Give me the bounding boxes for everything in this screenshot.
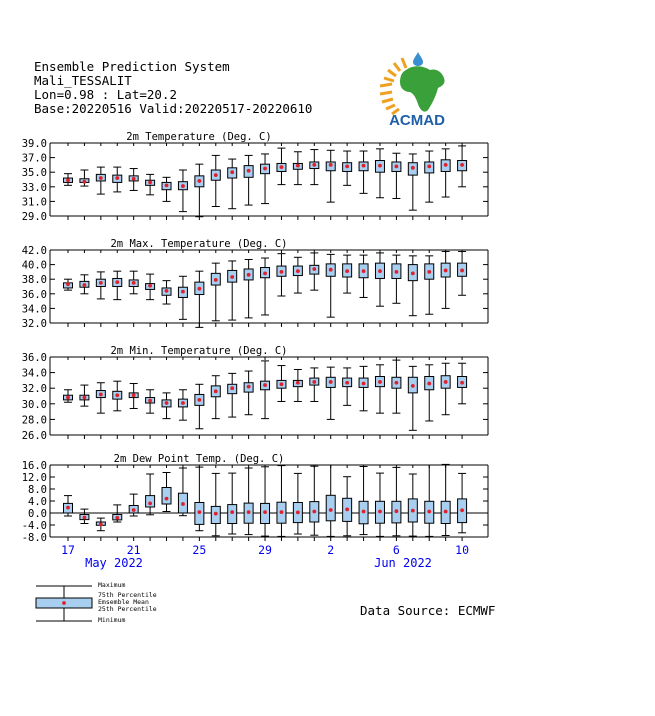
panel2-ytick-label: 32.0 [21,318,47,330]
legend-minimum: Minimum [98,616,126,624]
panel1-mean-dot [132,177,136,181]
panel4-mean-dot [197,510,201,514]
panel1-mean-dot [83,180,87,184]
panel2-mean-dot [181,290,185,294]
panel3-ytick-label: 30.0 [21,398,47,411]
x-tick-label: 2 [327,543,335,557]
panel4-mean-dot [362,510,366,514]
panel4-mean-dot [99,523,103,527]
panel1-ytick-label: 35.0 [21,167,47,180]
panel4-mean-dot [148,502,152,506]
panel4-mean-dot [280,510,284,514]
panel1-title: 2m Temperature (Deg. C) [126,131,272,143]
panel1-ytick-label: 33.0 [21,181,47,194]
panel1-ytick-label: 39.0 [21,138,47,150]
panel3-mean-dot [329,380,333,384]
panel1-mean-dot [411,166,415,170]
panel2-mean-dot [197,287,201,291]
panel2-mean-dot [247,273,251,277]
panel1-mean-dot [296,164,300,168]
panel1-mean-dot [181,184,185,188]
panel2-mean-dot [460,269,464,273]
panel2-mean-dot [99,281,103,285]
panel2-ytick-label: 34.0 [21,303,47,316]
panel2-mean-dot [444,269,448,273]
panel4-mean-dot [83,516,87,520]
panel3-mean-dot [280,382,284,386]
panel1-mean-dot [345,164,349,168]
panel3-mean-dot [395,381,399,385]
panel4-mean-dot [378,510,382,514]
panel4-box [162,488,171,505]
panel4-mean-dot [214,512,218,516]
panel3-mean-dot [115,393,119,397]
panel2-ytick-label: 42.0 [21,245,47,257]
month-label-may: May 2022 [85,556,143,570]
panel1-mean-dot [115,176,119,180]
panel1-mean-dot [312,163,316,167]
panel1-mean-dot [263,167,267,171]
panel4-mean-dot [247,510,251,514]
panel4-mean-dot [312,510,316,514]
panel2-mean-dot [66,282,70,286]
panel2-mean-dot [395,270,399,274]
panel4-mean-dot [165,497,169,501]
panel4-ytick-label: 0.0 [28,508,47,520]
panel4-mean-dot [460,508,464,512]
panel3-mean-dot [460,381,464,385]
panel3-mean-dot [444,380,448,384]
panel1-mean-dot [329,163,333,167]
panel2-mean-dot [378,269,382,273]
panel3-mean-dot [345,381,349,385]
panel4-mean-dot [230,510,234,514]
panel3-mean-dot [230,386,234,390]
x-tick-label: 17 [61,543,75,557]
legend-p25: 25th Percentile [98,605,157,613]
panel3-mean-dot [148,399,152,403]
panel3-mean-dot [99,393,103,397]
panel1-mean-dot [230,170,234,174]
panel3-ytick-label: 36.0 [21,352,47,364]
panel3-mean-dot [197,398,201,402]
panel1-mean-dot [427,164,431,168]
panel3-title: 2m Min. Temperature (Deg. C) [110,345,288,357]
panel4-mean-dot [115,516,119,520]
panel4-ytick-label: -8.0 [21,532,47,544]
panel2-mean-dot [148,284,152,288]
panel3-mean-dot [296,381,300,385]
panel2-mean-dot [427,270,431,274]
station-name: Mali_TESSALIT [34,73,132,88]
logo-text: ACMAD [389,112,445,128]
panel4-ytick-label: 4.0 [28,496,47,508]
panel1-mean-dot [362,164,366,168]
panel2-mean-dot [411,271,415,275]
x-tick-label: 25 [192,543,207,557]
panel4-box [228,505,237,524]
panel1-mean-dot [214,173,218,177]
panel2-title: 2m Max. Temperature (Deg. C) [110,238,288,250]
panel2-mean-dot [165,289,169,293]
panel3-mean-dot [411,384,415,388]
panel4-mean-dot [296,511,300,515]
month-label-jun: Jun 2022 [374,556,432,570]
legend-maximum: Maximum [98,581,126,589]
panel1-ytick-label: 29.0 [21,211,47,223]
panel3-mean-dot [247,385,251,389]
panel3-ytick-label: 26.0 [21,430,47,442]
panel1-mean-dot [460,163,464,167]
panel4-mean-dot [427,510,431,514]
panel1-mean-dot [66,178,70,182]
station-coordinates: Lon=0.98 : Lat=20.2 [34,87,177,102]
panel3-mean-dot [378,380,382,384]
legend-p75: 75th Percentile [98,591,157,599]
panel1-mean-dot [148,181,152,185]
panel3-ytick-label: 28.0 [21,414,47,427]
panel1-mean-dot [99,176,103,180]
panel2-mean-dot [280,270,284,274]
panel3-mean-dot [83,396,87,400]
panel2-mean-dot [132,281,136,285]
panel2-mean-dot [230,275,234,279]
panel2-mean-dot [312,267,316,271]
panel2-mean-dot [263,271,267,275]
panel2-mean-dot [345,269,349,273]
panel3-mean-dot [66,396,70,400]
panel4-mean-dot [263,510,267,514]
panel3-mean-dot [132,393,136,397]
legend-mean-dot [62,601,66,605]
panel4-box [326,495,335,521]
panel4-title: 2m Dew Point Temp. (Deg. C) [113,453,285,465]
panel1-mean-dot [395,164,399,168]
x-tick-label: 6 [392,543,400,557]
panel4-ytick-label: 8.0 [28,484,47,496]
panel4-ytick-label: -4.0 [21,520,47,532]
panel4-mean-dot [444,510,448,514]
panel3-mean-dot [181,401,185,405]
panel2-mean-dot [214,278,218,282]
panel4-mean-dot [181,502,185,506]
panel2-mean-dot [115,280,119,284]
legend-mean: Emsemble Mean [98,598,149,606]
panel3-mean-dot [427,382,431,386]
panel2-ytick-label: 36.0 [21,288,47,301]
panel2-mean-dot [362,269,366,273]
x-tick-label: 10 [455,543,470,557]
base-valid-dates: Base:20220516 Valid:20220517-20220610 [34,101,313,116]
panel4-mean-dot [132,508,136,512]
panel4-ytick-label: 16.0 [21,460,47,472]
panel1-mean-dot [280,165,284,169]
panel2-mean-dot [296,269,300,273]
panel1-ytick-label: 37.0 [21,152,47,165]
panel1-mean-dot [378,164,382,168]
panel4-mean-dot [329,508,333,512]
panel4-mean-dot [411,509,415,513]
panel2-ytick-label: 40.0 [21,259,47,272]
system-title: Ensemble Prediction System [34,59,230,74]
panel1-mean-dot [165,183,169,187]
panel3-ytick-label: 32.0 [21,383,47,396]
panel2-mean-dot [329,268,333,272]
data-source: Data Source: ECMWF [360,603,496,618]
panel2-mean-dot [83,283,87,287]
panel3-mean-dot [312,380,316,384]
panel1-mean-dot [247,169,251,173]
panel4-mean-dot [345,508,349,512]
panel4-mean-dot [395,509,399,513]
panel3-ytick-label: 34.0 [21,367,47,380]
panel3-mean-dot [263,383,267,387]
panel3-mean-dot [165,401,169,405]
x-tick-label: 21 [126,543,141,557]
panel3-mean-dot [214,389,218,393]
panel1-mean-dot [444,163,448,167]
panel1-ytick-label: 31.0 [21,196,47,209]
panel4-mean-dot [66,506,70,510]
x-tick-label: 29 [258,543,272,557]
panel4-ytick-label: 12.0 [21,472,47,484]
panel1-mean-dot [197,179,201,183]
panel2-ytick-label: 38.0 [21,274,47,287]
panel3-mean-dot [362,382,366,386]
